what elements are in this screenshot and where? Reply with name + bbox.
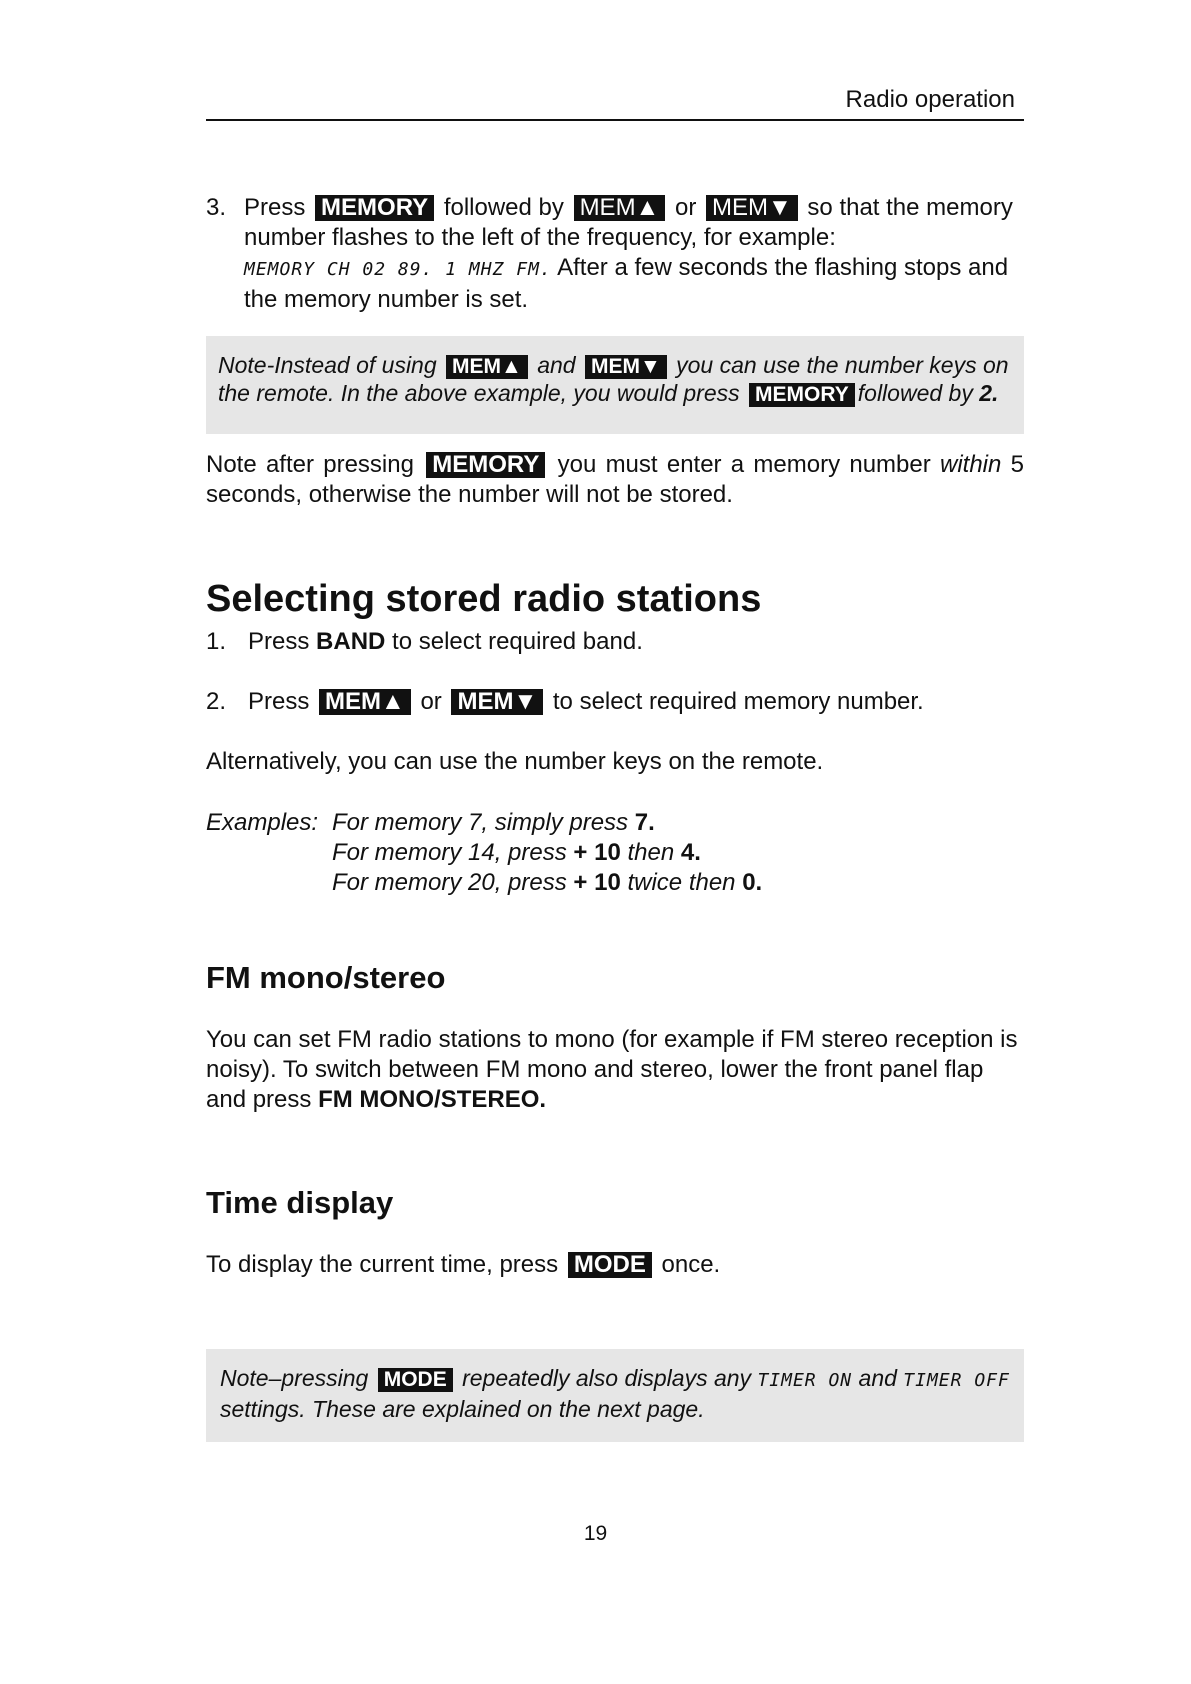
list-number: 1. (206, 628, 227, 655)
mem-down-key: MEM▼ (451, 689, 543, 715)
note-text: Note–pressing (220, 1365, 369, 1391)
example-text: For memory 14, press (332, 839, 567, 866)
mode-key: MODE (568, 1252, 652, 1278)
page-number: 19 (583, 1522, 608, 1545)
lcd-timer-on: TIMER ON (757, 1370, 853, 1391)
example-key: 4. (680, 839, 701, 866)
mem-up-key: MEM▲ (574, 195, 666, 221)
mem-up-key: MEM▲ (319, 689, 411, 715)
note-after-pressing (206, 450, 1024, 510)
step-text: followed by (443, 194, 564, 221)
para-emphasis: within (940, 451, 1002, 478)
note-box-mode (206, 1349, 1024, 1442)
note-text: followed by (857, 380, 973, 406)
alternative-text: Alternatively, you can use the number keys on the remote. (206, 748, 824, 775)
para-text: you must enter a memory number (557, 451, 931, 478)
memory-key: MEMORY (315, 195, 434, 221)
example-row (332, 838, 701, 868)
example-row (332, 868, 762, 898)
header-rule (206, 119, 1024, 121)
running-header: Radio operation (845, 86, 1015, 113)
step-text: After a few seconds the flashing stops and the memory number is set. (244, 254, 1009, 313)
example-key: + 10 (573, 839, 621, 866)
list-text: to select required memory number. (552, 688, 924, 715)
list-text: Press (248, 688, 310, 715)
examples-label: Examples: (206, 809, 319, 836)
mem-down-key: MEM▼ (585, 355, 667, 379)
lcd-timer-off: TIMER OFF (903, 1370, 1010, 1391)
example-text: For memory 20, press (332, 869, 567, 896)
memory-key: MEMORY (426, 452, 545, 478)
band-label: BAND (316, 628, 386, 655)
example-key: 7. (634, 809, 655, 836)
note-text: you can use the number keys on the remote. In the above example, you would press (218, 352, 1009, 406)
lcd-display-example: MEMORY CH 02 89. 1 MHZ FM. (244, 259, 552, 280)
fm-paragraph (206, 1025, 1024, 1115)
note-text: Note-Instead of using (218, 352, 437, 378)
step-3 (206, 193, 1024, 315)
list-text: to select required band. (392, 628, 643, 655)
fm-mono-stereo-label: FM MONO/STEREO. (318, 1086, 547, 1113)
memory-key: MEMORY (749, 383, 855, 407)
list-text: Press (248, 628, 310, 655)
step-3-body (244, 193, 1024, 315)
note-text: settings. These are explained on the next page. (220, 1396, 705, 1422)
mode-key: MODE (378, 1368, 453, 1392)
example-key: + 10 (573, 869, 621, 896)
list-item-2 (206, 687, 924, 717)
step-text: Press (244, 194, 306, 221)
mem-down-key: MEM▼ (706, 195, 798, 221)
heading-fm-mono-stereo: FM mono/stereo (206, 960, 446, 995)
para-text: once. (661, 1251, 721, 1278)
note-text: and (537, 352, 576, 378)
mem-up-key: MEM▲ (446, 355, 528, 379)
heading-selecting-stations: Selecting stored radio stations (206, 578, 762, 620)
note-box-instead (206, 336, 1024, 434)
note-number: 2. (979, 380, 999, 406)
example-key: 0. (742, 869, 763, 896)
note-text: and (858, 1365, 897, 1391)
example-text: For memory 7, simply press (332, 809, 629, 836)
note-text: repeatedly also displays any (462, 1365, 752, 1391)
example-row (332, 808, 655, 838)
list-number: 2. (206, 688, 227, 715)
para-text: 5 seconds, otherwise the number will not be stored. (206, 451, 1024, 508)
heading-time-display: Time display (206, 1185, 394, 1220)
time-paragraph (206, 1250, 1024, 1280)
para-text: You can set FM radio stations to mono (for example if FM stereo reception is noisy). To switch between FM mono and stereo, lower the front panel flap and press (206, 1026, 1018, 1113)
example-text: twice then (627, 869, 736, 896)
step-text: so that the memory number flashes to the left of the frequency, for example: (244, 194, 1013, 251)
example-text: then (627, 839, 675, 866)
list-item-1 (206, 627, 643, 657)
step-number: 3. (206, 194, 227, 221)
para-text: To display the current time, press (206, 1251, 559, 1278)
step-text: or (674, 194, 697, 221)
list-text: or (420, 688, 442, 715)
para-text: Note after pressing (206, 451, 414, 478)
